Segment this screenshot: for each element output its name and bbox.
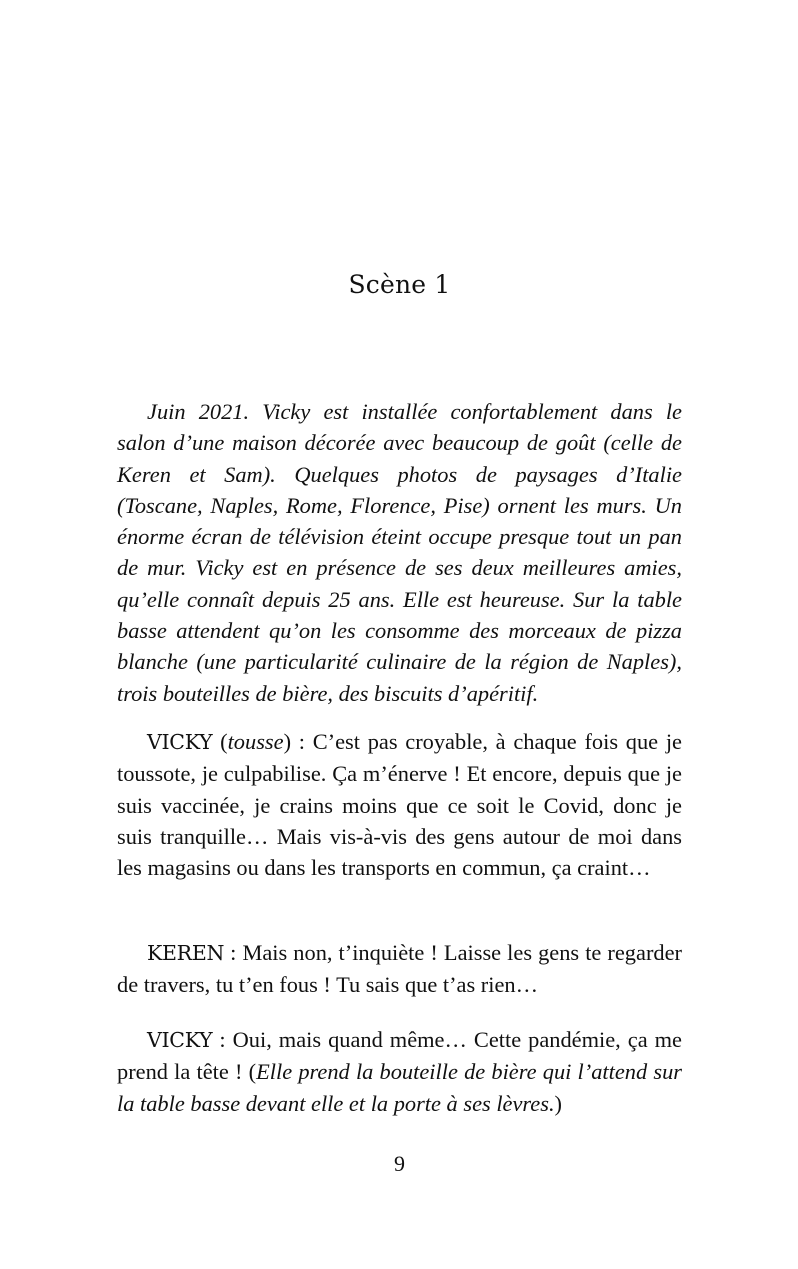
- speaker-name: VICKY: [147, 730, 213, 754]
- dialogue-line: [117, 937, 682, 1001]
- page-number: 9: [394, 1151, 405, 1176]
- speaker-name: KEREN: [147, 941, 225, 965]
- dialogue-line: [117, 1024, 682, 1119]
- paren-open: (: [212, 729, 228, 754]
- scene-title: Scène 1: [348, 270, 451, 299]
- book-page: [117, 0, 682, 1269]
- inline-stage-direction: Elle prend la bouteille de bière qui l’attend sur la table basse devant elle et la porte à ses lèvres.: [117, 1059, 682, 1116]
- speaker-name: VICKY: [147, 1028, 213, 1052]
- stage-direction: Juin 2021. Vicky est installée confortablement dans le salon d’une maison décorée avec beaucoup de goût (celle de Keren et Sam). Quelques photos de paysages d’Italie (Toscane, Naples, Rome, Florence, Pise) ornent les murs. Un énorme écran de télévision éteint occupe presque tout un pan de mur. Vicky est en présence de ses deux meilleures amies, qu’elle connaît depuis 25 ans. Elle est heureuse. Sur la table basse attendent qu’on les consomme des morceaux de pizza blanche (une particularité culinaire de la région de Naples), trois bouteilles de bière, des biscuits d’apéritif.: [117, 399, 682, 706]
- inline-stage-direction: tousse: [227, 729, 284, 754]
- paren-close: ): [283, 729, 292, 754]
- dialogue-text: : Oui, mais quand même… Cette pandémie, ça me prend la tête ! (: [117, 1027, 682, 1085]
- dialogue-line: [117, 726, 682, 883]
- dialogue-text: : Mais non, t’inquiète ! Laisse les gens te regarder de travers, tu t’en fous ! Tu sais que t’as rien…: [117, 940, 682, 998]
- paren-close: ): [554, 1090, 563, 1116]
- dialogue-text: : C’est pas croyable, à chaque fois que je toussote, je culpabilise. Ça m’énerve ! Et encore, depuis que je suis vaccinée, je crains moins que ce soit le Covid, donc je suis tranquille… Mais vis-à-vis des gens autour de moi dans les magasins ou dans les transports en commun, ça craint…: [117, 729, 682, 881]
